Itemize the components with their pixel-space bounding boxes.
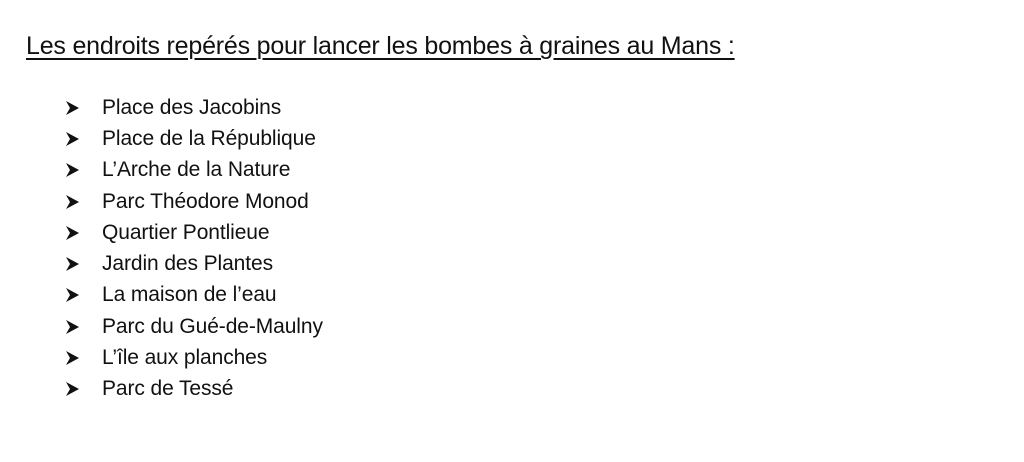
list-item-label: Jardin des Plantes <box>102 252 273 276</box>
arrowhead-bullet-icon <box>64 160 102 180</box>
list-item-label: Place des Jacobins <box>102 95 282 119</box>
list-item-label: La maison de l’eau <box>102 283 277 307</box>
list-item <box>64 217 323 248</box>
list-item <box>64 311 323 342</box>
arrowhead-bullet-icon <box>64 348 102 368</box>
list-item-label: L’Arche de la Nature <box>102 158 291 182</box>
arrowhead-bullet-icon <box>64 98 102 118</box>
arrowhead-bullet-icon <box>64 254 102 274</box>
list-item <box>64 342 323 373</box>
list-item <box>64 374 323 405</box>
list-item <box>64 186 323 217</box>
arrowhead-bullet-icon <box>64 317 102 337</box>
arrowhead-bullet-icon <box>64 379 102 399</box>
page-title: Les endroits repérés pour lancer les bombes à graines au Mans : <box>26 32 735 60</box>
list-item <box>64 92 323 123</box>
list-item-label: Place de la République <box>102 126 316 150</box>
list-item-label: Parc Théodore Monod <box>102 189 309 213</box>
arrowhead-bullet-icon <box>64 223 102 243</box>
locations-list <box>64 92 323 405</box>
list-item-label: Quartier Pontlieue <box>102 220 270 244</box>
list-item-label: L’île aux planches <box>102 346 268 370</box>
list-item <box>64 280 323 311</box>
list-item-label: Parc du Gué-de-Maulny <box>102 314 323 338</box>
arrowhead-bullet-icon <box>64 285 102 305</box>
list-item <box>64 155 323 186</box>
arrowhead-bullet-icon <box>64 129 102 149</box>
list-item-label: Parc de Tessé <box>102 377 234 401</box>
arrowhead-bullet-icon <box>64 192 102 212</box>
list-item <box>64 248 323 279</box>
list-item <box>64 123 323 154</box>
